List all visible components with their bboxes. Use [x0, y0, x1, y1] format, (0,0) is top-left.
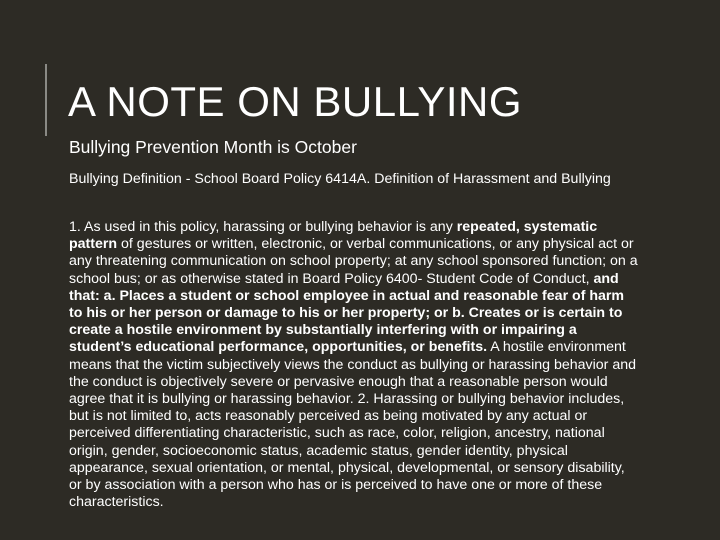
policy-text-emphasis: and that: a. Places a student or school employee in actual and reasonable fear of harm to his or her person or damage to his or her property; or b. Creates or is certain to create a hostile environment by substantially interfering with or impairing a student’s educational performance, opportunities, or benefits.: [69, 270, 625, 356]
slide-title: A NOTE ON BULLYING: [68, 78, 522, 125]
definition-heading: Bullying Definition - School Board Policy 6414A. Definition of Harassment and Bullying: [69, 171, 611, 187]
title-accent-bar: [45, 64, 47, 136]
policy-text-emphasis: repeated, systematic pattern: [69, 219, 598, 253]
policy-text-segment: 1. As used in this policy, harassing or bullying behavior is any: [69, 219, 457, 235]
policy-text-segment: of gestures or written, electronic, or verbal communications, or any physical act or any threatening communication on school property; at any school sponsored function; on a school bus; or as otherwise stated in Board Policy 6400- Student Code of Conduct,: [69, 236, 638, 287]
subtitle: Bullying Prevention Month is October: [69, 137, 357, 157]
policy-text-segment: A hostile environment means that the victim subjectively views the conduct as bullying or harassing behavior and the conduct is objectively severe or pervasive enough that a reasonable person would agree that it is bullying or harassing behavior. 2. Harassing or bullying behavior includes, but is not limited to, acts reasonably perceived as being motivated by any actual or perceived differentiating characteristic, such as race, color, religion, ancestry, national origin, gender, socioeconomic status, academic status, gender identity, physical appearance, sexual orientation, or mental, physical, developmental, or sensory disability, or by association with a person who has or is perceived to have one or more of these characteristics.: [69, 339, 637, 511]
policy-body-text: [69, 219, 639, 511]
